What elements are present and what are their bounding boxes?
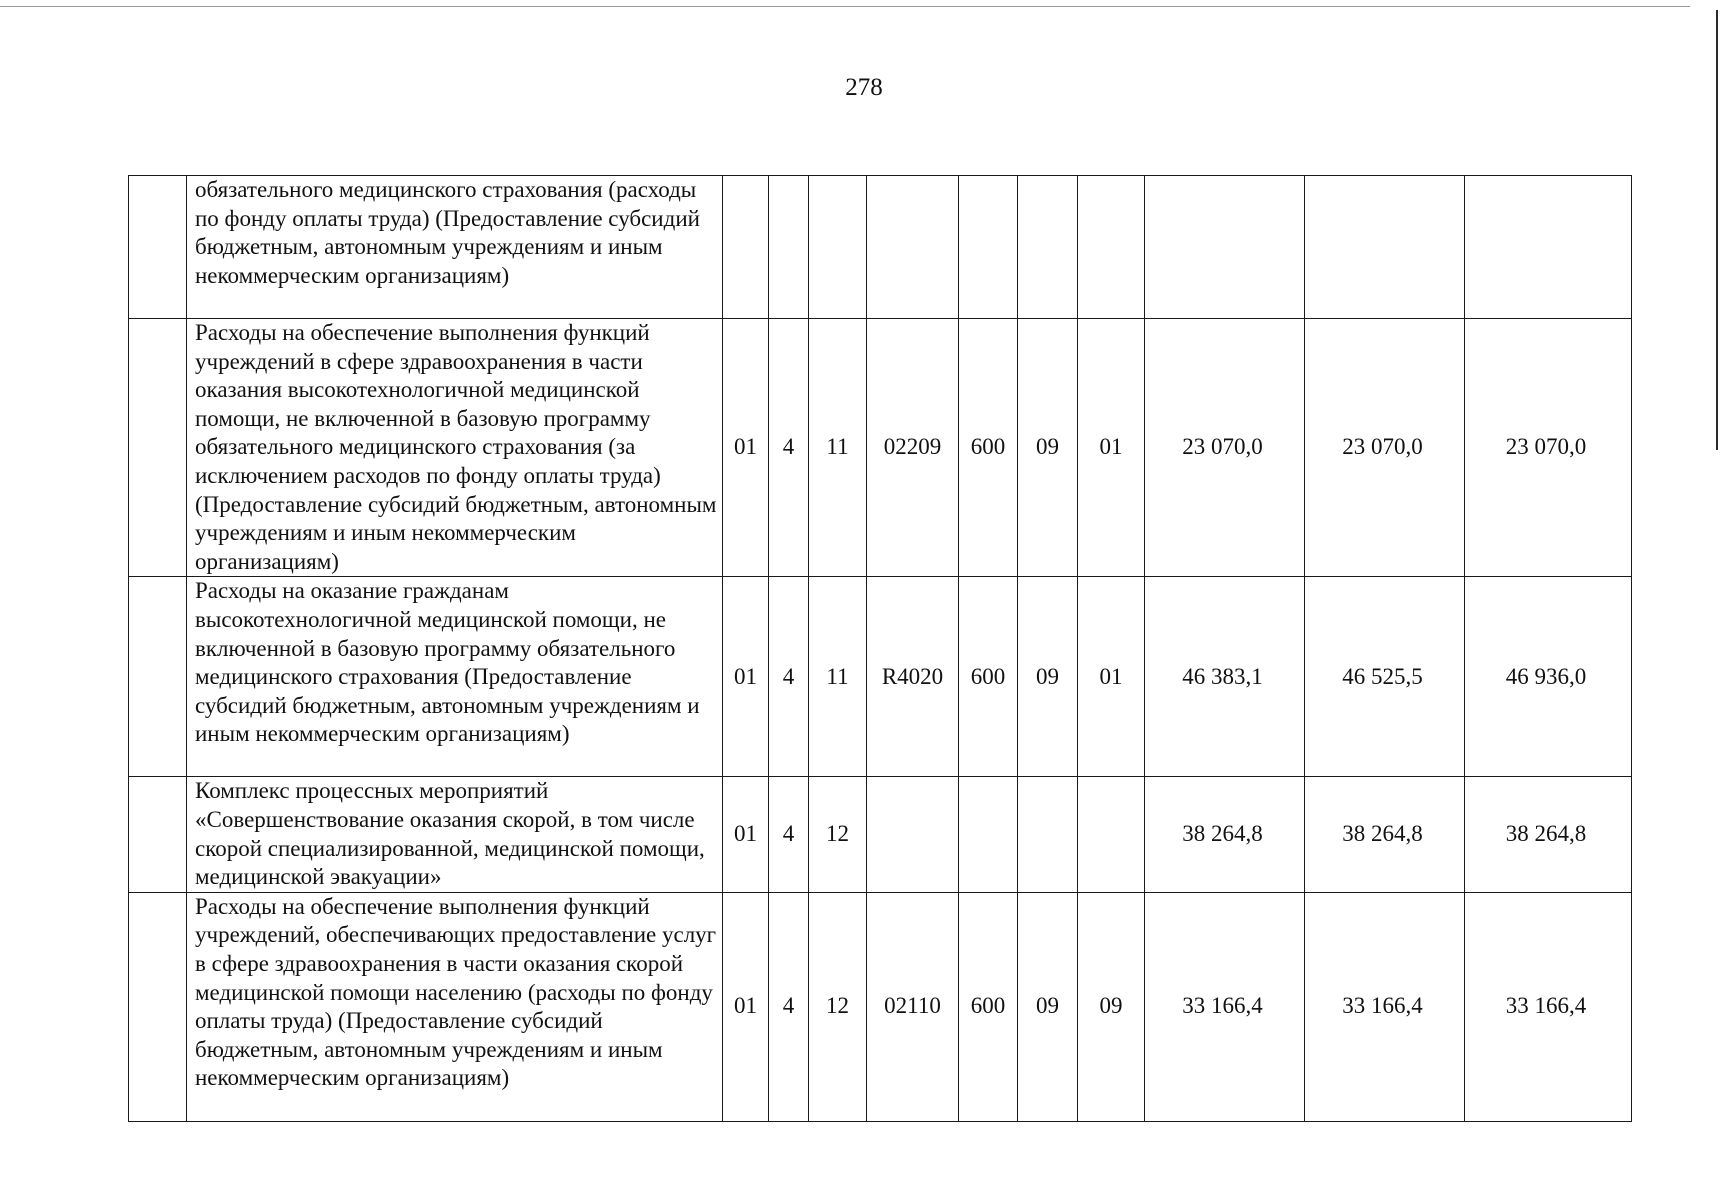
code-cell: 02110 <box>867 892 959 1121</box>
scan-edge-top <box>0 6 1690 7</box>
row-index-cell <box>129 319 187 577</box>
row-index-cell <box>129 777 187 892</box>
table-row <box>129 176 1632 319</box>
row-description: Комплекс процессных мероприятий «Совершенствование оказания скорой, в том числе скорой специализированной, медицинской помощи, медицинской эвакуации» <box>187 777 723 892</box>
code-cell: 12 <box>809 892 867 1121</box>
amount-cell: 33 166,4 <box>1465 892 1632 1121</box>
code-cell <box>1018 176 1078 319</box>
code-cell: 600 <box>959 892 1018 1121</box>
code-cell <box>867 176 959 319</box>
table-row <box>129 777 1632 892</box>
row-description: Расходы на обеспечение выполнения функций учреждений в сфере здравоохранения в части оказания высокотехнологичной медицинской помощи, не включенной в базовую программу обязательного медицинского страхования (за исключением расходов по фонду оплаты труда) (Предоставление субсидий бюджетным, автономным учреждениям и иным некоммерческим организациям) <box>187 319 723 577</box>
amount-cell: 33 166,4 <box>1305 892 1465 1121</box>
code-cell: 01 <box>1078 577 1145 777</box>
code-cell: 12 <box>809 777 867 892</box>
code-cell <box>1018 777 1078 892</box>
code-cell: 01 <box>723 777 769 892</box>
code-cell: 09 <box>1078 892 1145 1121</box>
code-cell: 09 <box>1018 577 1078 777</box>
row-description: Расходы на обеспечение выполнения функций учреждений, обеспечивающих предоставление услуг в сфере здравоохранения в части оказания скорой медицинской помощи населению (расходы по фонду оплаты труда) (Предоставление субсидий бюджетным, автономным учреждениям и иным некоммерческим организациям) <box>187 892 723 1121</box>
code-cell: 01 <box>723 319 769 577</box>
amount-cell <box>1305 176 1465 319</box>
amount-cell <box>1145 176 1305 319</box>
row-index-cell <box>129 577 187 777</box>
row-index-cell <box>129 892 187 1121</box>
amount-cell <box>1465 176 1632 319</box>
table-row <box>129 577 1632 777</box>
code-cell: 09 <box>1018 892 1078 1121</box>
code-cell <box>723 176 769 319</box>
amount-cell: 23 070,0 <box>1465 319 1632 577</box>
code-cell: 600 <box>959 577 1018 777</box>
amount-cell: 38 264,8 <box>1145 777 1305 892</box>
code-cell: R4020 <box>867 577 959 777</box>
amount-cell: 38 264,8 <box>1465 777 1632 892</box>
code-cell <box>1078 777 1145 892</box>
code-cell: 11 <box>809 319 867 577</box>
code-cell <box>867 777 959 892</box>
code-cell: 01 <box>1078 319 1145 577</box>
code-cell: 4 <box>769 577 809 777</box>
amount-cell: 23 070,0 <box>1145 319 1305 577</box>
amount-cell: 46 525,5 <box>1305 577 1465 777</box>
code-cell: 600 <box>959 319 1018 577</box>
amount-cell: 33 166,4 <box>1145 892 1305 1121</box>
code-cell: 09 <box>1018 319 1078 577</box>
code-cell <box>809 176 867 319</box>
amount-cell: 46 383,1 <box>1145 577 1305 777</box>
table-row <box>129 319 1632 577</box>
code-cell <box>959 176 1018 319</box>
code-cell: 4 <box>769 892 809 1121</box>
page-number: 278 <box>845 74 883 101</box>
table-row <box>129 892 1632 1121</box>
budget-table <box>128 175 1632 1122</box>
row-description: обязательного медицинского страхования (расходы по фонду оплаты труда) (Предоставление субсидий бюджетным, автономным учреждениям и иным некоммерческим организациям) <box>187 176 723 319</box>
code-cell: 01 <box>723 892 769 1121</box>
code-cell <box>1078 176 1145 319</box>
code-cell: 4 <box>769 319 809 577</box>
row-index-cell <box>129 176 187 319</box>
code-cell <box>769 176 809 319</box>
row-description: Расходы на оказание гражданам высокотехнологичной медицинской помощи, не включенной в базовую программу обязательного медицинского страхования (Предоставление субсидий бюджетным, автономным учреждениям и иным некоммерческим организациям) <box>187 577 723 777</box>
amount-cell: 23 070,0 <box>1305 319 1465 577</box>
code-cell: 02209 <box>867 319 959 577</box>
code-cell: 11 <box>809 577 867 777</box>
code-cell: 01 <box>723 577 769 777</box>
amount-cell: 38 264,8 <box>1305 777 1465 892</box>
code-cell <box>959 777 1018 892</box>
code-cell: 4 <box>769 777 809 892</box>
amount-cell: 46 936,0 <box>1465 577 1632 777</box>
